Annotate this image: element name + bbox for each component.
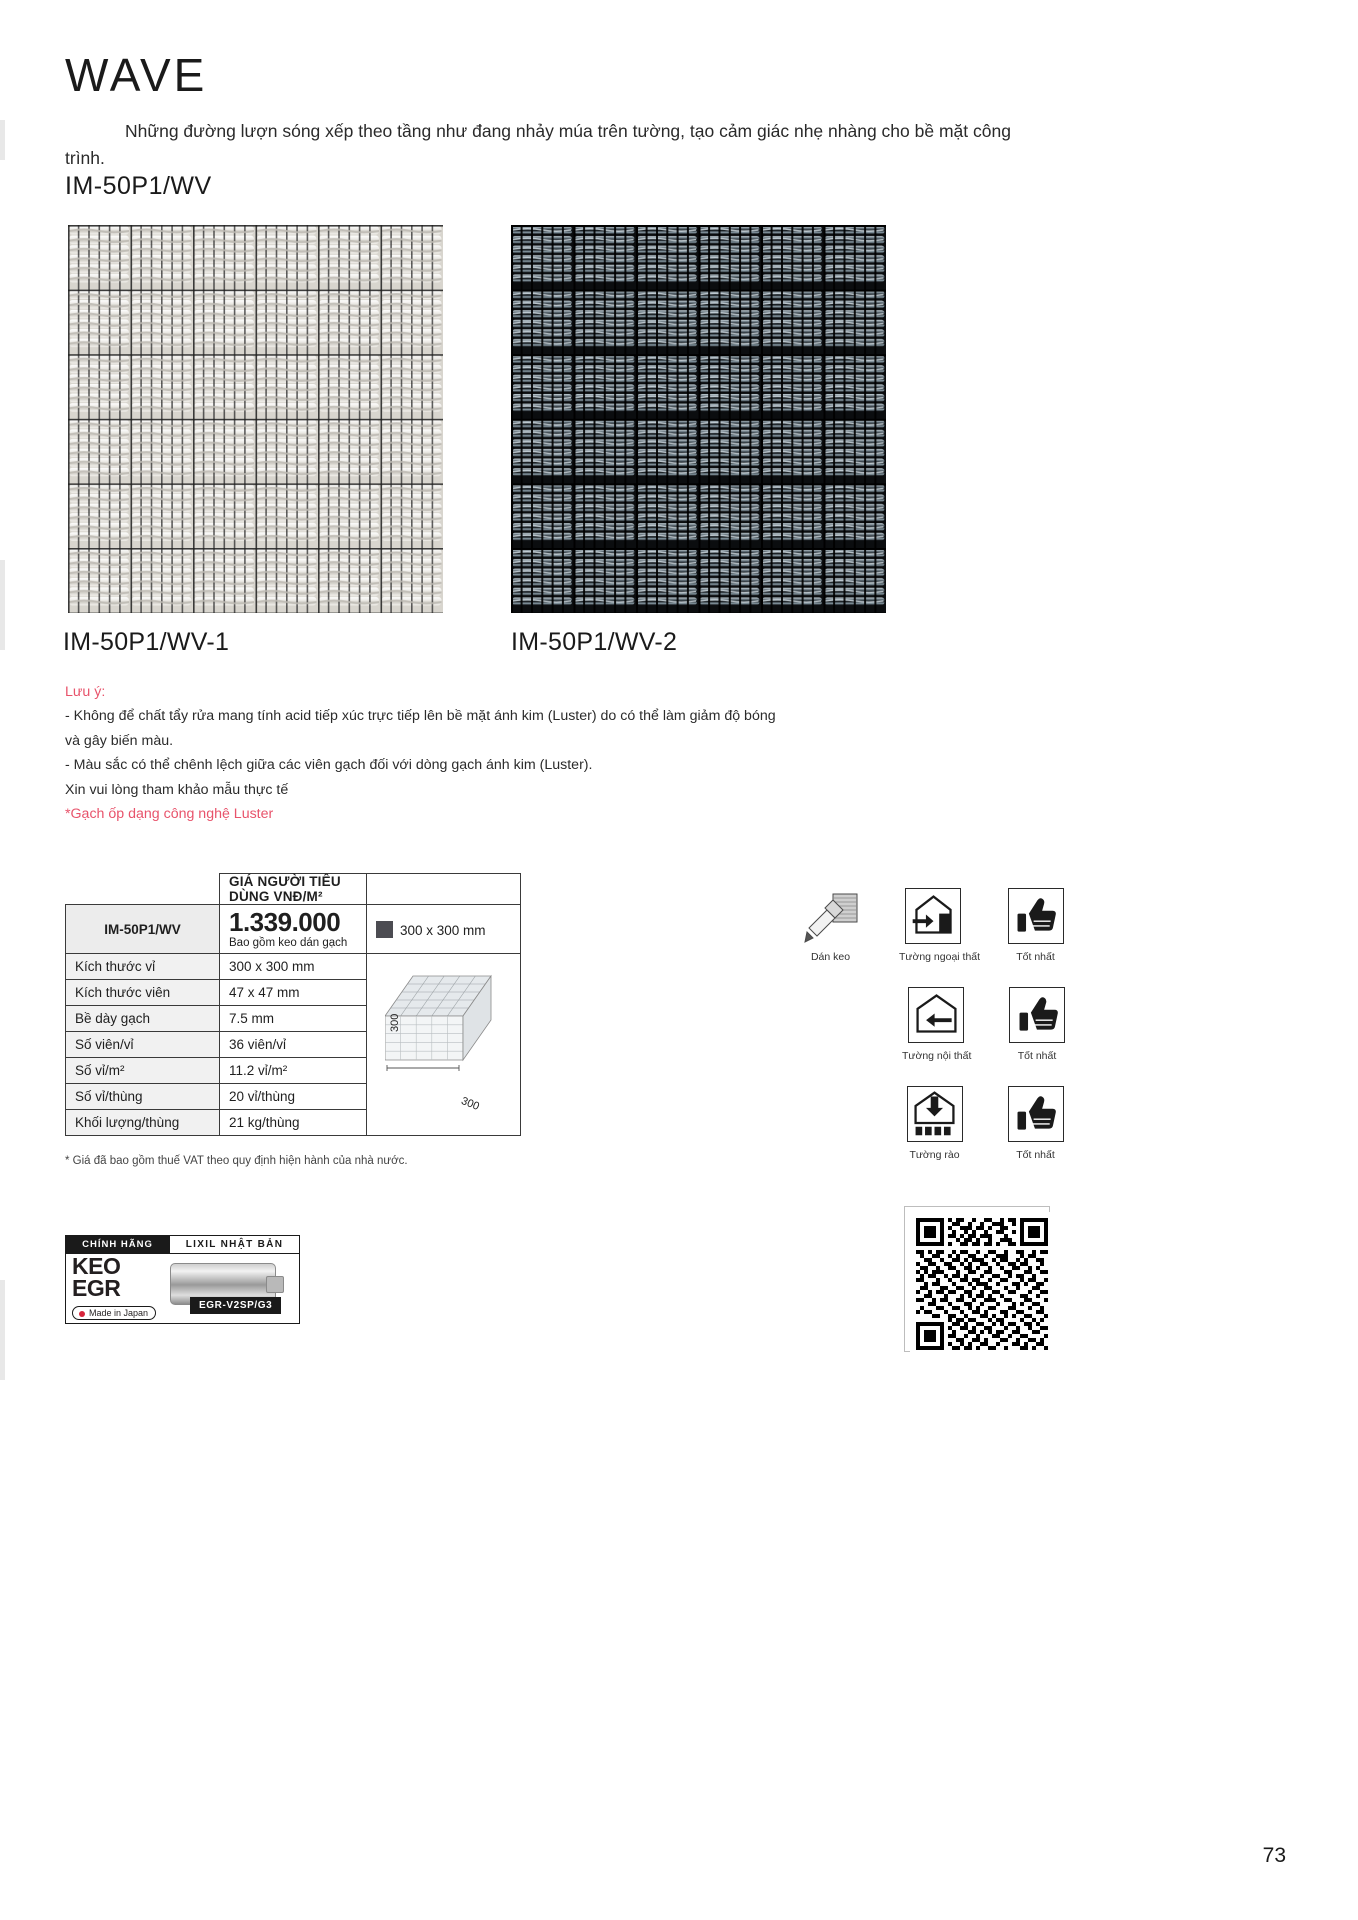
spec-label-6: Khối lượng/thùng [66,1110,220,1136]
fence-wall-icon-svg [908,1087,961,1140]
exterior-wall-icon [905,888,961,944]
intro-text: Những đường lượn sóng xếp theo tầng như đang nhảy múa trên tường, tạo cảm giác nhẹ nhàng cho bề mặt công trình. [65,121,1011,169]
feature-label-best-2: Tốt nhất [1017,1050,1057,1062]
price-cell [220,905,367,954]
feature-best-3 [1003,1086,1068,1161]
adhesive-badge-top [65,1235,300,1254]
feature-label-best-3: Tốt nhất [1016,1149,1055,1161]
spec-label-5: Số vỉ/thùng [66,1084,220,1110]
adhesive-line-2: EGR [72,1274,121,1301]
brand-label: LIXIL NHẬT BẢN [170,1235,300,1254]
adhesive-badge [65,1235,300,1324]
glue-application-icon [803,888,859,944]
sample-image-dark [511,225,886,613]
spec-product-code: IM-50P1/WV [66,905,220,954]
spec-value-3: 36 viên/vỉ [220,1032,367,1058]
spec-value-0: 300 x 300 mm [220,954,367,980]
table-row [66,954,521,980]
sample-image-white [68,225,443,613]
feature-interior-wall [902,987,970,1062]
spec-label-2: Bề dày gạch [66,1006,220,1032]
thumbs-up-icon-svg [1009,1087,1062,1140]
interior-wall-icon-svg [910,988,963,1041]
spec-value-2: 7.5 mm [220,1006,367,1032]
spec-value-1: 47 x 47 mm [220,980,367,1006]
spec-label-1: Kích thước viên [66,980,220,1006]
bleed-mark-top [0,120,5,160]
dark-wave-tile-image [511,225,886,613]
price-value: 1.339.000 [229,907,341,937]
table-row-price [66,905,521,954]
note-line-3: - Màu sắc có thể chênh lệch giữa các viên gạch đối với dòng gạch ánh kim (Luster). [65,757,593,774]
bleed-mark-mid [0,560,5,650]
bleed-mark-low [0,1280,5,1380]
feature-label-fence: Tường rào [909,1149,960,1161]
intro-paragraph [65,118,1050,172]
feature-label-interior: Tường nội thất [902,1050,972,1062]
diagram-width-label: 300 [459,1095,481,1114]
qr-code-icon [916,1218,1048,1350]
size-swatch-label: 300 x 300 mm [400,922,486,938]
note-footer: *Gạch ốp dạng công nghệ Luster [65,806,274,823]
made-in-japan-label [72,1306,156,1320]
feature-icons [798,888,1068,1185]
note-line-1: - Không để chất tẩy rửa mang tính acid tiếp xúc trực tiếp lên bề mặt ánh kim (Luster) do có thể làm giảm độ bóng [65,708,776,725]
note-line-4: Xin vui lòng tham khảo mẫu thực tế [65,781,289,798]
spec-label-4: Số vỉ/m² [66,1058,220,1084]
qr-code[interactable] [910,1212,1054,1356]
diagram-height-label: 300 [389,1013,401,1033]
spec-label-0: Kích thước vỉ [66,954,220,980]
isometric-tile-icon [385,968,503,1098]
feature-row-1 [798,888,1068,963]
adhesive-code-label: EGR-V2SP/G3 [190,1297,281,1314]
feature-best-2 [1006,987,1068,1062]
feature-glue [798,888,863,963]
note-block [65,680,1025,827]
page-title: WAVE [65,49,208,101]
thumbs-up-icon-svg [1009,889,1062,942]
feature-fence-wall [902,1086,967,1161]
color-swatch-icon [376,921,393,938]
spec-value-4: 11.2 vỉ/m² [220,1058,367,1084]
sample-caption-2: IM-50P1/WV-2 [511,628,678,656]
spec-table-grid [65,873,521,1136]
glue-icon-svg [803,888,859,944]
japan-flag-icon [79,1311,85,1317]
feature-label-glue: Dán keo [810,951,851,963]
adhesive-line-1: KEO [72,1253,121,1279]
feature-row-3 [902,1086,1068,1161]
sample-caption-1: IM-50P1/WV-1 [63,628,230,656]
product-code-heading: IM-50P1/WV [65,172,212,200]
interior-wall-icon [908,987,964,1043]
thumbs-up-icon [1008,1086,1064,1142]
feature-label-best-1: Tốt nhất [1016,951,1055,963]
page-number: 73 [1262,1844,1286,1867]
note-heading: Lưu ý: [65,684,106,700]
feature-label-exterior: Tường ngoại thất [899,951,981,963]
header-blank-cell [367,874,521,905]
made-in-text: Made in Japan [89,1308,149,1318]
genuine-label: CHÍNH HÃNG [65,1235,170,1254]
vat-note: * Giá đã bao gồm thuế VAT theo quy định hiện hành của nhà nước. [65,1155,408,1167]
feature-row-2 [902,987,1068,1062]
adhesive-wordmark [72,1253,121,1301]
exterior-wall-icon-svg [907,889,960,942]
spec-label-3: Số viên/vỉ [66,1032,220,1058]
thumbs-up-icon-svg [1011,988,1064,1041]
price-header-cell: GIÁ NGƯỜI TIÊU DÙNG VNĐ/M² [220,874,367,905]
size-swatch-cell [367,905,521,954]
feature-best-1 [1003,888,1068,963]
price-subtext: Bao gồm keo dán gạch [229,937,348,950]
spec-table [65,873,521,1136]
tile-diagram-cell [367,954,521,1136]
thumbs-up-icon [1008,888,1064,944]
table-row-header [66,874,521,905]
spec-value-5: 20 vỉ/thùng [220,1084,367,1110]
spec-value-6: 21 kg/thùng [220,1110,367,1136]
white-wave-tile-image [68,225,443,613]
feature-exterior-wall [899,888,981,963]
tile-iso-diagram [385,968,503,1114]
thumbs-up-icon [1009,987,1065,1043]
fence-wall-icon [907,1086,963,1142]
note-line-2: và gây biến màu. [65,732,174,749]
